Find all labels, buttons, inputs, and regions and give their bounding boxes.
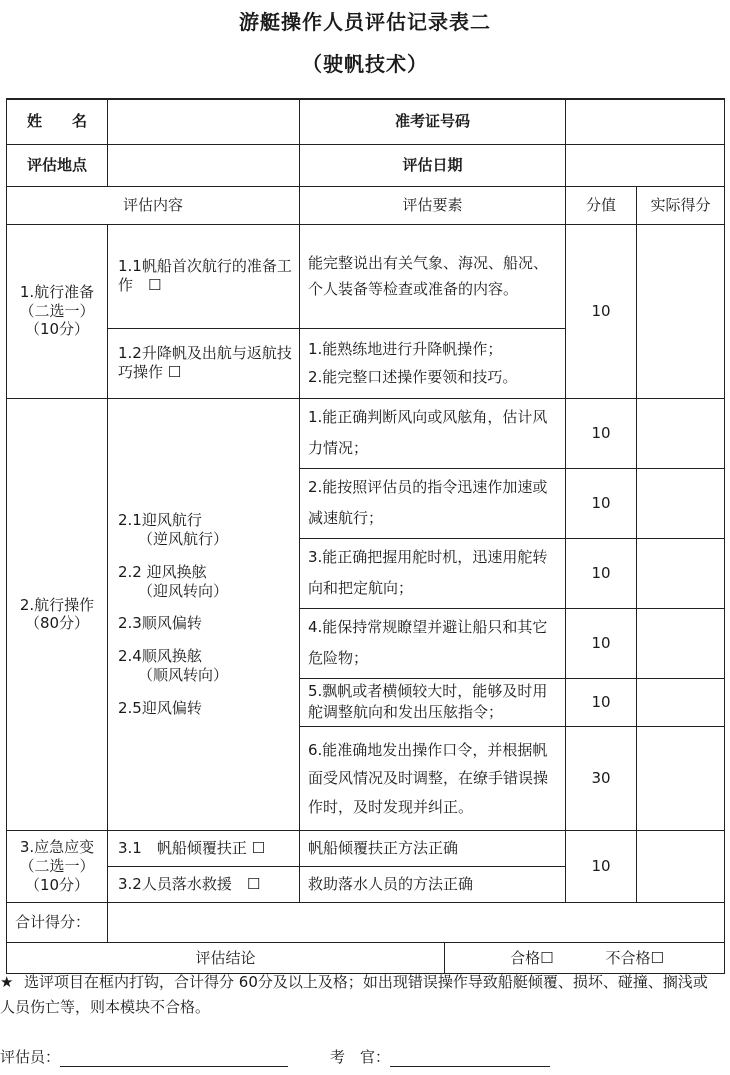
section1-choice: （二选一） [19, 301, 95, 320]
total-row [7, 903, 725, 943]
operation-item-sub: （逆风航行） [138, 530, 229, 548]
section2-req: 3.能正确把握用舵时机，迅速用舵转向和把定航向； [300, 538, 566, 608]
assessor-label: 评估员： [0, 1048, 61, 1066]
conclusion-label: 评估结论 [7, 943, 445, 973]
section1-points: （10分） [24, 320, 90, 339]
assessor-signature [0, 1046, 288, 1067]
section3-item2[interactable]: 3.2人员落水救援 ☐ [108, 867, 300, 903]
form-subtitle: （驶帆技术） [302, 52, 428, 76]
section1-name: 1.航行准备 [19, 282, 95, 301]
section2-points: （80分） [24, 614, 90, 633]
section2-req-actual[interactable] [637, 608, 725, 678]
section3-row1 [7, 831, 725, 867]
pass-checkbox[interactable]: 合格☐ [510, 948, 554, 967]
section2-row1 [7, 398, 725, 468]
section2-req: 4.能保持常规瞭望并避让船只和其它危险物； [300, 608, 566, 678]
section2-req-actual[interactable] [637, 398, 725, 468]
examiner-signature [330, 1046, 550, 1067]
location-row [7, 144, 725, 186]
operation-item[interactable]: 2.5迎风偏转 [118, 698, 202, 717]
section3-item1[interactable]: 3.1 帆船倾覆扶正 ☐ [108, 831, 300, 867]
column-header-score: 分值 [566, 186, 637, 224]
assessor-line[interactable] [60, 1050, 288, 1067]
column-header-row [7, 186, 725, 224]
fail-checkbox[interactable]: 不合格☐ [605, 948, 664, 967]
examiner-line[interactable] [390, 1050, 550, 1067]
section1-item1-req: 能完整说出有关气象、海况、船况、个人装备等检查或准备的内容。 [300, 224, 566, 328]
name-field[interactable] [108, 99, 300, 144]
section1-item2-req2: 2.能完整口述操作要领和技巧。 [308, 368, 518, 386]
section2-req-actual[interactable] [637, 468, 725, 538]
section2-operations [108, 398, 300, 831]
section1-item2-req [300, 328, 566, 398]
section3-actual[interactable] [637, 831, 725, 903]
date-field[interactable] [566, 144, 725, 186]
note-text: 选评项目在框内打钩，合计得分 60分及以上及格；如出现错误操作导致船艇倾覆、损坏、碰撞、搁浅或人员伤亡等，则本模块不合格。 [0, 973, 708, 1016]
section2-req: 2.能按照评估员的指令迅速作加速或减速航行； [300, 468, 566, 538]
assessment-table [6, 98, 725, 974]
section3-name: 3.应急应变 [19, 838, 95, 857]
date-label: 评估日期 [300, 144, 566, 186]
section1-item2[interactable]: 1.2升降帆及出航与返航技巧操作 ☐ [108, 328, 300, 398]
section2-req-actual[interactable] [637, 538, 725, 608]
total-label: 合计得分： [7, 903, 108, 943]
operation-item-sub: （迎风转向） [138, 581, 229, 600]
operation-item[interactable]: 2.4顺风换舷 [118, 647, 202, 665]
section3-points: （10分） [24, 875, 90, 894]
section1-label [7, 224, 108, 398]
section1-row1 [7, 224, 725, 328]
section1-score: 10 [566, 224, 637, 398]
section3-item1-req: 帆船倾覆扶正方法正确 [300, 831, 566, 867]
section2-req-actual[interactable] [637, 678, 725, 727]
section2-req: 1.能正确判断风向或风舷角，估计风力情况； [300, 398, 566, 468]
location-label: 评估地点 [7, 144, 108, 186]
section1-item2-req1: 1.能熟练地进行升降帆操作； [308, 339, 503, 358]
section2-req-score: 10 [566, 538, 637, 608]
section2-req-score: 30 [566, 727, 637, 831]
section2-req-score: 10 [566, 468, 637, 538]
section2-req: 6.能准确地发出操作口令，并根据帆面受风情况及时调整，在缭手错误操作时，及时发现并纠正。 [300, 727, 566, 831]
section2-req-actual[interactable] [637, 727, 725, 831]
examiner-label: 考 官： [330, 1048, 391, 1066]
operation-item[interactable]: 2.1迎风航行 [118, 511, 202, 530]
section3-score: 10 [566, 831, 637, 903]
operation-item[interactable]: 2.2 迎风换舷 [118, 562, 207, 581]
name-row [7, 99, 725, 144]
column-header-content: 评估内容 [7, 186, 300, 224]
total-field[interactable] [108, 903, 725, 943]
section3-label [7, 831, 108, 903]
operation-item[interactable]: 2.3顺风偏转 [118, 614, 202, 633]
location-field[interactable] [108, 144, 300, 186]
star-icon: ★ [0, 973, 14, 991]
section2-req-score: 10 [566, 678, 637, 727]
section1-actual[interactable] [637, 224, 725, 398]
section3-item2-req: 救助落水人员的方法正确 [300, 867, 566, 903]
section3-choice: （二选一） [19, 857, 95, 876]
section2-name: 2.航行操作 [19, 595, 95, 614]
section2-req-score: 10 [566, 608, 637, 678]
section1-item1[interactable]: 1.1帆船首次航行的准备工作 ☐ [108, 224, 300, 328]
conclusion-row [7, 943, 725, 974]
note [0, 970, 720, 1020]
name-label: 姓 名 [7, 99, 108, 144]
column-header-requirements: 评估要素 [300, 186, 566, 224]
exam-id-label: 准考证号码 [300, 99, 566, 144]
exam-id-field[interactable] [566, 99, 725, 144]
section2-req-score: 10 [566, 398, 637, 468]
conclusion-cell [7, 943, 725, 974]
form-title: 游艇操作人员评估记录表二 [239, 10, 491, 34]
operation-item-sub: （顺风转向） [138, 665, 229, 684]
section2-label [7, 398, 108, 831]
column-header-actual: 实际得分 [637, 186, 725, 224]
section2-req: 5.飘帆或者横倾较大时，能够及时用舵调整航向和发出压舷指令； [300, 678, 566, 727]
